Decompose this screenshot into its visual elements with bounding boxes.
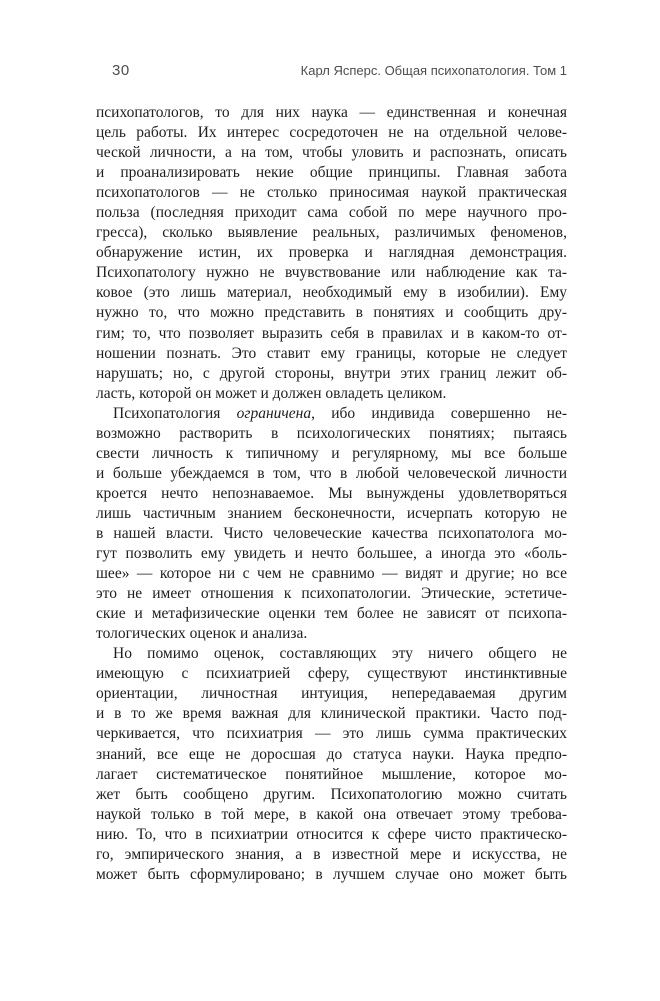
text-line: кроется нечто непознаваемое. Мы вынуждены удовлетворяться bbox=[96, 484, 567, 502]
text-line: польза (последняя приходит сама собой по мере научного про- bbox=[96, 204, 567, 222]
text-line: имеющую с психиатрией сферу, существуют инстинктивные bbox=[96, 665, 567, 683]
text-line: тологических оценок и анализа. bbox=[96, 625, 308, 643]
text-line: Психопатология ограничена, ибо индивида совершенно не- bbox=[113, 404, 567, 422]
text-line: и в то же время важная для клинической практики. Часто под- bbox=[96, 705, 567, 723]
text-line: и больше убеждаемся в том, что в любой человеческой личности bbox=[96, 464, 567, 482]
text-line: ческой личности, а на том, чтобы уловить и распознать, описать bbox=[96, 144, 567, 162]
text-line: цель работы. Их интерес сосредоточен не на отдельной челове- bbox=[96, 124, 567, 142]
text-line: го, эмпирического знания, а в известной мере и искусства, не bbox=[96, 845, 567, 863]
text-line: шее» — которое ни с чем не сравнимо — видят и другие; но все bbox=[96, 565, 567, 583]
text-line: гресса), сколько выявление реальных, различимых феноменов, bbox=[96, 224, 567, 242]
text-line: наукой только в той мере, в какой она отвечает этому требова- bbox=[96, 805, 567, 823]
page-number: 30 bbox=[112, 62, 130, 79]
text-line: ковое (это лишь материал, необходимый ему в изобилии). Ему bbox=[96, 284, 567, 302]
text-line: нарушать; но, с другой стороны, внутри этих границ лежит об- bbox=[96, 364, 567, 382]
emphasized-word: ограничена bbox=[236, 404, 312, 422]
text-line: ласть, которой он может и должен овладеть целиком. bbox=[96, 384, 447, 402]
text-line: психопатологов, то для них наука — единственная и конечная bbox=[96, 104, 567, 121]
text-line: это не имеет отношения к психопатологии. Этические, эстетиче- bbox=[96, 585, 567, 603]
text-line: ношении познать. Это ставит ему границы, которые не следует bbox=[96, 344, 567, 362]
text-line: Психопатологу нужно не вчувствование или наблюдение как та- bbox=[96, 264, 567, 282]
text-line: возможно растворить в психологических понятиях; пытаясь bbox=[96, 424, 567, 442]
text-line: свести личность к типичному и регулярному, мы все больше bbox=[96, 444, 567, 462]
text-line: может быть сформулировано; в лучшем случае оно может быть bbox=[96, 865, 567, 883]
running-header bbox=[96, 62, 567, 79]
text-line: в нашей власти. Чисто человеческие качества психопатолога мо- bbox=[96, 524, 567, 542]
text-line: нию. То, что в психиатрии относится к сфере чисто практическо- bbox=[96, 825, 567, 843]
text-line: знаний, все еще не доросшая до статуса науки. Наука предпо- bbox=[96, 745, 567, 763]
body-text bbox=[96, 103, 567, 885]
text-line: и проанализировать некие общие принципы. Главная забота bbox=[96, 164, 567, 182]
text-line: обнаружение истин, их проверка и наглядная демонстрация. bbox=[96, 244, 567, 262]
running-title: Карл Ясперс. Общая психопатология. Том 1 bbox=[300, 63, 567, 78]
text-line: гим; то, что позволяет выразить себя в правилах и в каком-то от- bbox=[96, 324, 567, 342]
text-line: лагает систематическое понятийное мышление, которое мо- bbox=[96, 765, 567, 783]
text-line: ские и метафизические оценки тем более не зависят от психопа- bbox=[96, 605, 567, 623]
text-line: психопатологов — не столько приносимая наукой практическая bbox=[96, 184, 567, 202]
text-line: жет быть сообщено другим. Психопатологию можно считать bbox=[96, 785, 567, 803]
text-line: гут позволить ему увидеть и нечто большее, а иногда это «боль- bbox=[96, 545, 567, 563]
text-line: ориентации, личностная интуиция, непередаваемая другим bbox=[96, 685, 567, 703]
text-line: лишь частичным знанием бесконечности, исчерпать которую не bbox=[96, 504, 567, 522]
text-line: черкивается, что психиатрия — это лишь сумма практических bbox=[96, 725, 567, 743]
text-line: нужно то, что можно представить в понятиях и сообщить дру- bbox=[96, 304, 567, 322]
text-line: Но помимо оценок, составляющих эту ничего общего не bbox=[113, 645, 567, 663]
